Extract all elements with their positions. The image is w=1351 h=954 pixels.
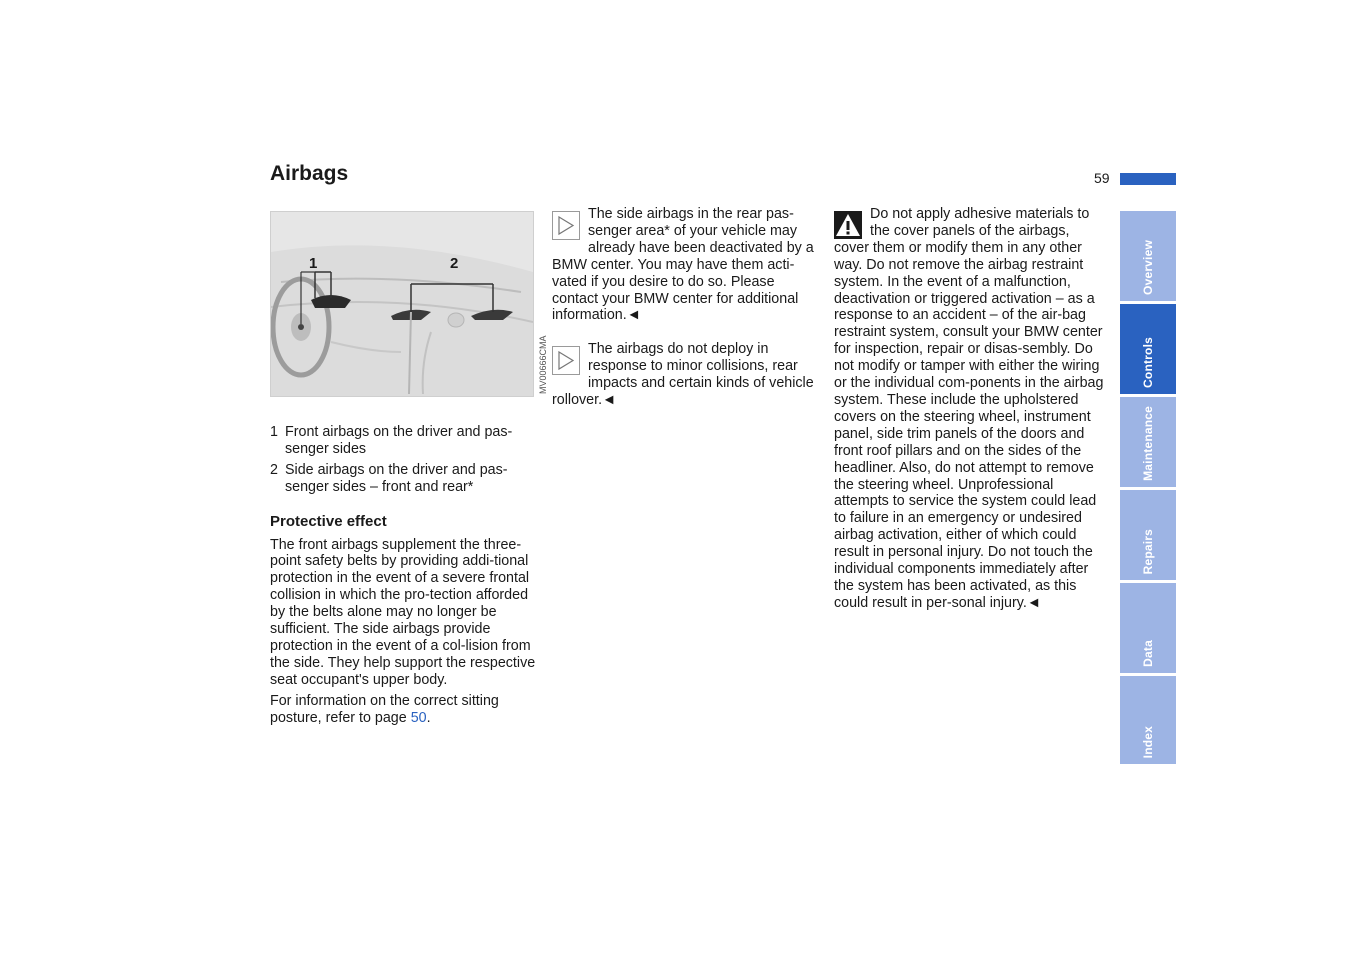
tab-overview[interactable] [1120,211,1176,301]
note-arrow-icon [552,211,580,240]
tab-label: Index [1141,725,1155,758]
caption-number: 1 [270,424,278,440]
note-arrow-icon [552,346,580,375]
protective-paragraph: The front airbags supplement the three-point safety belts by providing addi-tional protection in the event of a severe frontal collision in which the pro-tection afforded by the belts alone may no longer be sufficient. The side airbags provide protection in the event of a col-lision from the side. They help support the respective seat occupant's upper body. [270,536,536,688]
list-item [270,462,540,496]
column-left [270,211,548,731]
list-item [270,424,540,458]
caption-number: 2 [270,461,278,478]
tab-label: Data [1141,640,1155,667]
note-deactivation [552,206,820,324]
section-heading: Protective effect [270,512,387,530]
caption-text: Front airbags on the driver and pas-senger sides [285,424,513,457]
note-deployment [552,341,820,409]
note-text: The airbags do not deploy in response to minor collisions, rear impacts and certain kinds of vehicle rollover.◄ [552,341,814,409]
reference-end: . [426,709,431,726]
warning-note [834,206,1104,612]
warning-triangle-icon [834,211,862,239]
tab-data[interactable] [1120,583,1176,673]
airbag-illustration [270,211,548,397]
tab-label: Maintenance [1141,406,1155,481]
tab-maintenance[interactable] [1120,397,1176,487]
posture-reference [270,693,540,727]
page-number-bar [1120,173,1176,185]
figure-label-2: 2 [450,255,459,272]
tab-label: Controls [1141,337,1155,388]
page-link[interactable]: 50 [410,709,427,726]
tab-repairs[interactable] [1120,490,1176,580]
figure-captions [270,424,540,496]
column-middle [552,206,820,426]
warning-text: Do not apply adhesive materials to the cover panels of the airbags, cover them or modify them in any other way. Do not remove the airbag restraint system. In the event of a malfunction, deactivation or triggered activation – as a response to an accident – of the air-bag restraint system, consult your BMW center for inspection, repair or disas-sembly. Do not modify or tamper with either the wiring or the individual com-ponents in the airbag system. These include the upholstered covers on the steering wheel, instrument panel, side trim panels of the doors and front roof pillars and on the sides of the headliner. Also, do not attempt to remove the steering wheel. Unprofessional attempts to service the system could lead to failure in an emergency or undesired airbag activation, either of which could result in personal injury. Do not touch the individual components immediately after the system has been activated, as this could result in per-sonal injury.◄ [834,206,1104,611]
caption-text: Side airbags on the driver and pas-senger sides – front and rear* [285,461,508,495]
figure-label-1: 1 [309,255,318,272]
figure-code: MV00666CMA [538,335,548,394]
tab-label: Overview [1141,240,1155,295]
note-text: The side airbags in the rear pas-senger area* of your vehicle may already have been deactivated by a BMW center. You may have them acti-vated if you desire to do so. Please contact your BMW center for additional information.◄ [552,206,814,324]
reference-text: For information on the correct sitting posture, refer to page [270,692,499,726]
column-right [834,206,1104,629]
tab-index[interactable] [1120,676,1176,764]
tab-controls[interactable] [1120,304,1176,394]
tab-label: Repairs [1141,528,1155,574]
page-number: 59 [1094,170,1110,186]
dashboard-drawing [271,212,533,396]
page-title: Airbags [270,162,349,185]
